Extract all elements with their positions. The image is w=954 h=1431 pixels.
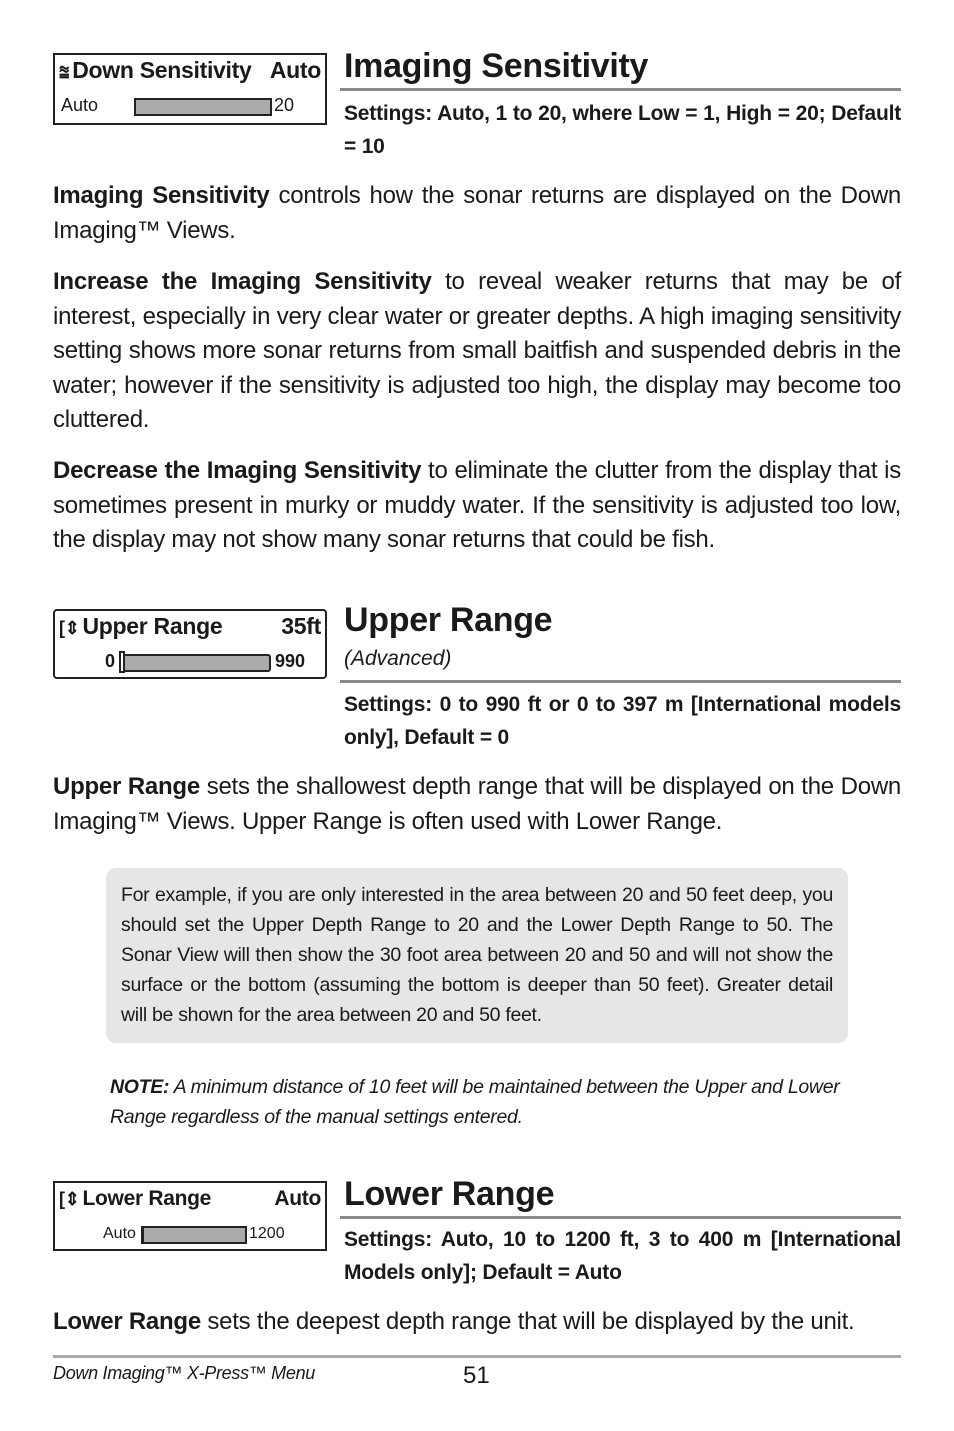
settings-text: Settings: Auto, 10 to 1200 ft, 3 to 400 m [International Models only]; Default = Auto (344, 1228, 901, 1284)
slider-max-label: 990 (275, 651, 306, 671)
lower-range-menu[interactable] (53, 1181, 327, 1251)
paragraph (53, 454, 901, 558)
note-label: NOTE: (110, 1076, 170, 1098)
down-sensitivity-menu[interactable] (53, 53, 327, 125)
menu-label: Lower Range (82, 1187, 212, 1210)
page-number: 51 (463, 1362, 490, 1389)
range-icon: [⇕ (59, 618, 80, 638)
bold-term: Decrease the Imaging Sensitivity (53, 457, 422, 484)
section-subtitle: (Advanced) (344, 647, 452, 670)
paragraph (53, 265, 901, 438)
slider-max-label: 20 (274, 95, 295, 115)
section-divider (340, 1216, 901, 1219)
paragraph (53, 179, 901, 248)
slider-min-label: Auto (61, 95, 99, 115)
range-icon: [⇕ (59, 1189, 80, 1209)
upper-range-menu[interactable] (53, 609, 327, 679)
slider-handle[interactable] (119, 651, 125, 673)
paragraph-text: to reveal weaker returns that may be of interest, especially in very clear water or greater depths. A high imaging sensitivity setting shows more sonar returns from small baitfish and suspended debris in the water; however if the sensitivity is adjusted too high, the display may become too cluttered. (53, 268, 901, 433)
menu-value: Auto (269, 57, 321, 83)
menu-label: Down Sensitivity (72, 57, 252, 83)
section-title: Lower Range (344, 1175, 555, 1213)
lower-range-slider[interactable] (61, 1223, 319, 1247)
footer-title: Down Imaging™ X-Press™ Menu (53, 1363, 315, 1383)
sensitivity-slider[interactable] (61, 95, 319, 119)
paragraph (53, 770, 901, 839)
slider-max-label: 1200 (249, 1225, 285, 1242)
bold-term: Increase the Imaging Sensitivity (53, 268, 432, 295)
note-text: A minimum distance of 10 feet will be maintained between the Upper and Lower Range regardless of the manual settings entered. (110, 1076, 840, 1128)
slider-min-label: 0 (105, 651, 116, 671)
section-divider (340, 680, 901, 683)
paragraph-text: controls how the sonar returns are displayed on the Down Imaging™ Views. (53, 182, 902, 244)
section-title: Imaging Sensitivity (344, 47, 649, 85)
menu-label: Upper Range (82, 613, 223, 639)
slider-track (119, 654, 271, 672)
section-divider (340, 88, 901, 91)
slider-track (134, 98, 272, 116)
settings-text: Settings: 0 to 990 ft or 0 to 397 m [International models only], Default = 0 (344, 693, 901, 749)
slider-track (141, 1226, 247, 1244)
note (110, 1072, 850, 1132)
example-box: For example, if you are only interested in the area between 20 and 50 feet deep, you should set the Upper Depth Range to 20 and the Lower Depth Range to 50. The Sonar View will then show the 30 foot area between 20 and 50 and will not show the surface or the bottom (assuming the bottom is deeper than 50 feet). Greater detail will be shown for the area between 20 and 50 feet. (106, 868, 848, 1043)
paragraph-text: sets the shallowest depth range that will be displayed on the Down Imaging™ Views. Upper Range is often used with Lower Range. (53, 773, 902, 835)
menu-value: 35ft (281, 613, 321, 639)
bold-term: Imaging Sensitivity (53, 182, 270, 209)
paragraph-text: sets the deepest depth range that will be displayed by the unit. (200, 1308, 855, 1335)
paragraph (53, 1305, 901, 1340)
settings-text: Settings: Auto, 1 to 20, where Low = 1, High = 20; Default = 10 (344, 102, 901, 158)
section-title: Upper Range (344, 601, 553, 639)
sonar-icon: ⩰ (59, 62, 70, 82)
menu-value: Auto (274, 1187, 321, 1210)
paragraph-text: to eliminate the clutter from the display that is sometimes present in murky or muddy water. If the sensitivity is adjusted too low, the display may not show many sonar returns that could be fish. (53, 457, 902, 553)
footer-divider (53, 1355, 901, 1358)
bold-term: Lower Range (53, 1308, 201, 1335)
slider-min-label: Auto (103, 1225, 136, 1242)
upper-range-slider[interactable] (61, 651, 319, 675)
bold-term: Upper Range (53, 773, 200, 800)
